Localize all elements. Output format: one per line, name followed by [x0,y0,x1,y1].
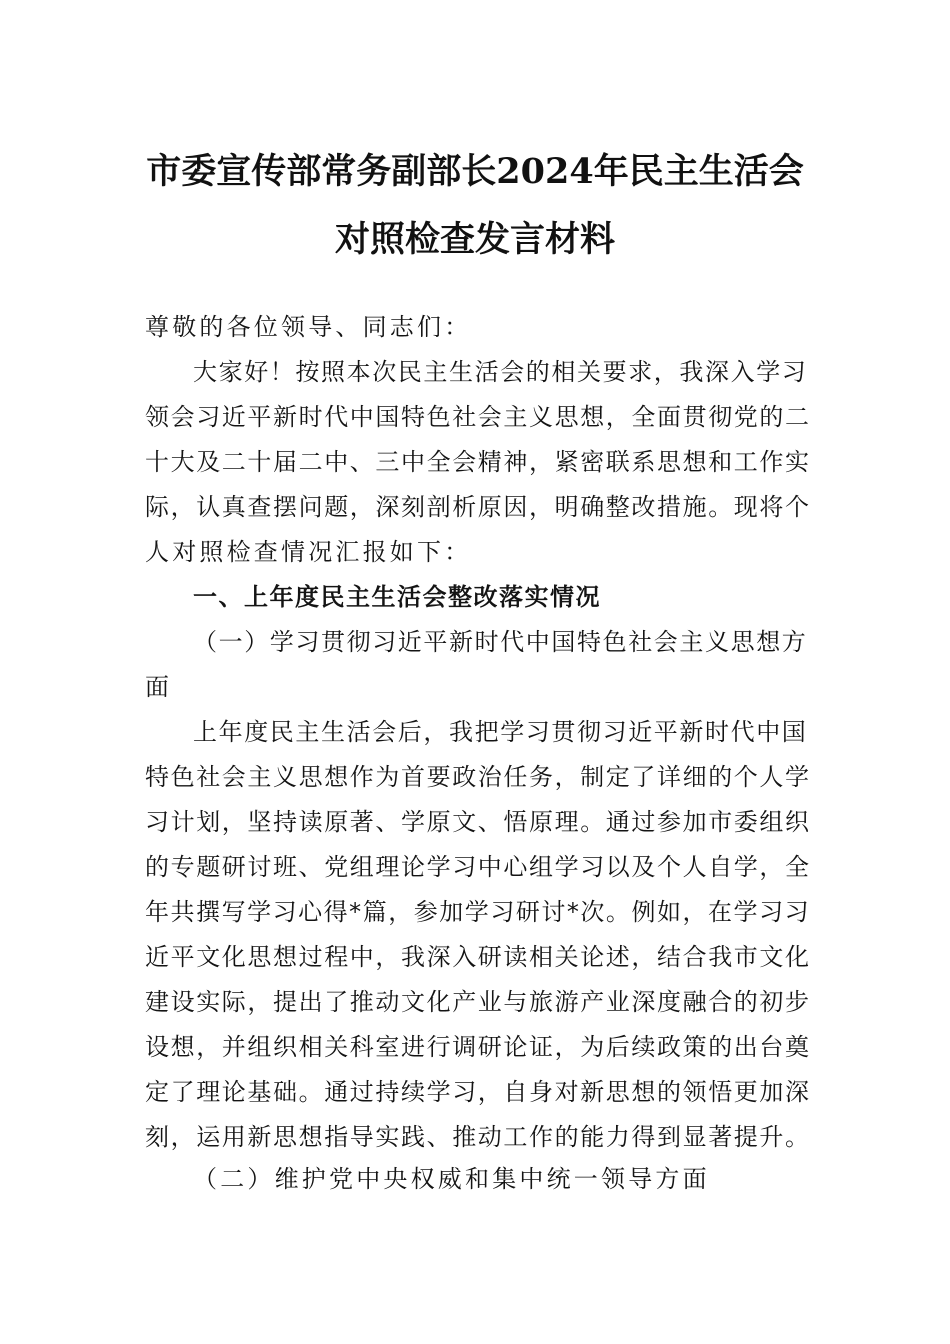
intro-line: 领会习近平新时代中国特色社会主义思想，全面贯彻党的二 [145,403,811,431]
body-line: 上年度民主生活会后，我把学习贯彻习近平新时代中国 [193,718,808,746]
body-line: 定了理论基础。通过持续学习，自身对新思想的领悟更加深 [145,1078,811,1106]
subsection-heading: （一）学习贯彻习近平新时代中国特色社会主义思想方 [193,628,808,656]
body-line: 特色社会主义思想作为首要政治任务，制定了详细的个人学 [145,763,811,791]
body-line: 建设实际，提出了推动文化产业与旅游产业深度融合的初步 [145,988,811,1016]
subsection-heading: 面 [145,673,173,701]
document-title-line-1: 市委宣传部常务副部长2024年民主生活会 [146,151,804,192]
subsection-heading: （二）维护党中央权威和集中统一领导方面 [193,1165,710,1193]
intro-line: 人对照检查情况汇报如下： [145,538,472,566]
body-line: 的专题研讨班、党组理论学习中心组学习以及个人自学，全 [145,853,811,881]
body-line: 习计划，坚持读原著、学原文、悟原理。通过参加市委组织 [145,808,811,836]
body-line: 年共撰写学习心得*篇，参加学习研讨*次。例如，在学习习 [145,898,810,926]
document-title-line-2: 对照检查发言材料 [334,219,615,260]
section-heading: 一、上年度民主生活会整改落实情况 [193,583,601,611]
body-line: 近平文化思想过程中，我深入研读相关论述，结合我市文化 [145,943,811,971]
salutation: 尊敬的各位领导、同志们： [145,313,472,341]
body-line: 刻，运用新思想指导实践、推动工作的能力得到显著提升。 [145,1123,811,1151]
intro-line: 际，认真查摆问题，深刻剖析原因，明确整改措施。现将个 [145,493,811,521]
body-line: 设想，并组织相关科室进行调研论证，为后续政策的出台奠 [145,1033,811,1061]
intro-line: 十大及二十届二中、三中全会精神，紧密联系思想和工作实 [145,448,811,476]
intro-line: 大家好！按照本次民主生活会的相关要求，我深入学习 [193,358,808,386]
